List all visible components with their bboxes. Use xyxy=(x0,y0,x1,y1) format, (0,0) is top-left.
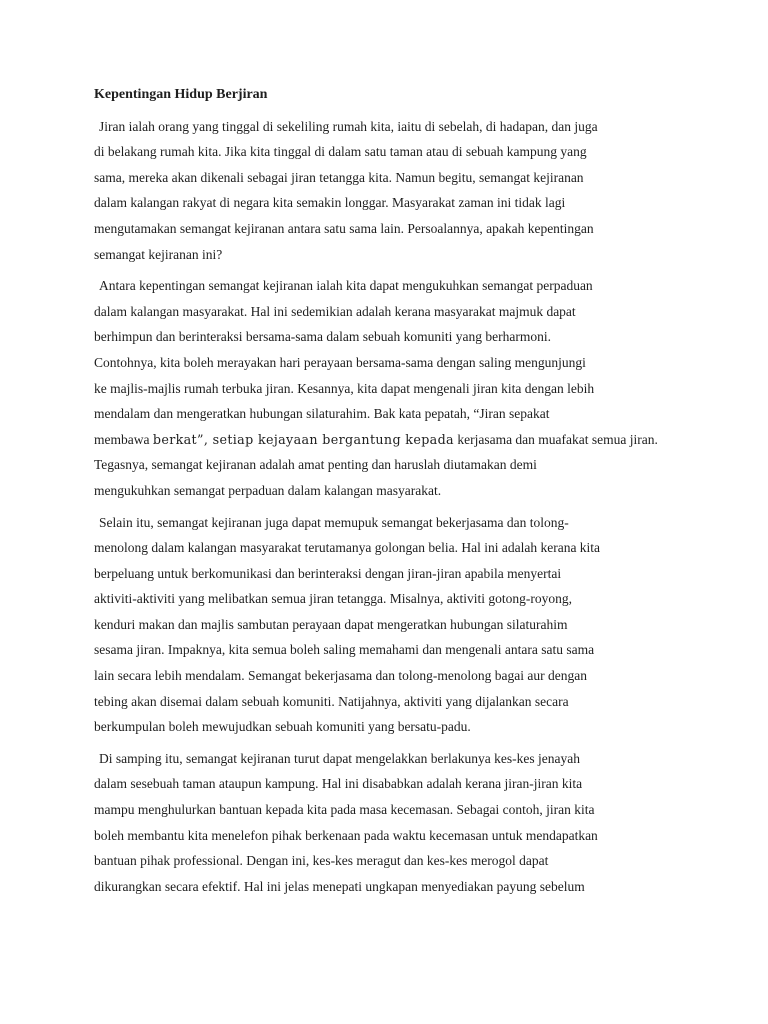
text-line: membawa berkat”, setiap kejayaan bergantung kepada kerjasama dan muafakat semua jiran. xyxy=(94,431,658,447)
paragraph xyxy=(94,746,678,900)
text-line: aktiviti-aktiviti yang melibatkan semua jiran tetangga. Misalnya, aktiviti gotong-royong, xyxy=(94,591,573,607)
paragraph xyxy=(94,510,678,740)
text-line: kenduri makan dan majlis sambutan perayaan dapat mengeratkan hubungan silaturahim xyxy=(94,616,568,632)
text-line: dalam kalangan masyarakat. Hal ini sedemikian adalah kerana masyarakat majmuk dapat xyxy=(94,303,576,319)
text-line: semangat kejiranan ini? xyxy=(94,246,223,262)
text-line: menolong dalam kalangan masyarakat terutamanya golongan belia. Hal ini adalah kerana kita xyxy=(94,540,601,556)
text-line: bantuan pihak professional. Dengan ini, kes-kes meragut dan kes-kes merogol dapat xyxy=(94,853,549,869)
text-line: Selain itu, semangat kejiranan juga dapat memupuk semangat bekerjasama dan tolong- xyxy=(99,514,569,530)
text-line: Jiran ialah orang yang tinggal di sekeliling rumah kita, iaitu di sebelah, di hadapan, dan juga xyxy=(99,118,598,134)
text-line: boleh membantu kita menelefon pihak berkenaan pada waktu kecemasan untuk mendapatkan xyxy=(94,827,598,843)
text-line: Contohnya, kita boleh merayakan hari perayaan bersama-sama dengan saling mengunjungi xyxy=(94,354,586,370)
text-line: sama, mereka akan dikenali sebagai jiran tetangga kita. Namun begitu, semangat kejiranan xyxy=(94,169,584,185)
text-line: lain secara lebih mendalam. Semangat bekerjasama dan tolong-menolong bagai aur dengan xyxy=(94,668,587,684)
paragraph xyxy=(94,273,678,503)
text-line: di belakang rumah kita. Jika kita tinggal di dalam satu taman atau di sebuah kampung yang xyxy=(94,144,587,160)
document-content xyxy=(94,82,678,905)
page-title: Kepentingan Hidup Berjiran xyxy=(94,87,268,102)
text-line: mampu menghulurkan bantuan kepada kita pada masa kecemasan. Sebagai contoh, jiran kita xyxy=(94,802,595,818)
paragraph xyxy=(94,114,678,268)
text-line: Tegasnya, semangat kejiranan adalah amat penting dan haruslah diutamakan demi xyxy=(94,457,537,473)
text-line: berkumpulan boleh mewujudkan sebuah komuniti yang bersatu-padu. xyxy=(94,719,471,735)
text-line: mengukuhkan semangat perpaduan dalam kalangan masyarakat. xyxy=(94,482,442,498)
text-line: dalam kalangan rakyat di negara kita semakin longgar. Masyarakat zaman ini tidak lagi xyxy=(94,195,566,211)
text-line: Di samping itu, semangat kejiranan turut dapat mengelakkan berlakunya kes-kes jenayah xyxy=(99,750,580,766)
text-line: dalam sesebuah taman ataupun kampung. Hal ini disababkan adalah kerana jiran-jiran kita xyxy=(94,776,583,792)
text-line: mendalam dan mengeratkan hubungan silaturahim. Bak kata pepatah, “Jiran sepakat xyxy=(94,406,550,422)
text-line: Antara kepentingan semangat kejiranan ialah kita dapat mengukuhkan semangat perpaduan xyxy=(99,278,593,294)
document-body xyxy=(94,114,678,900)
text-line: tebing akan disemai dalam sebuah komuniti. Natijahnya, aktiviti yang dijalankan secara xyxy=(94,693,569,709)
text-line: mengutamakan semangat kejiranan antara satu sama lain. Persoalannya, apakah kepentingan xyxy=(94,220,594,236)
text-line: sesama jiran. Impaknya, kita semua boleh saling memahami dan mengenali antara satu sama xyxy=(94,642,595,658)
text-line: berpeluang untuk berkomunikasi dan berinteraksi dengan jiran-jiran apabila menyertai xyxy=(94,565,562,581)
alt-font-segment: berkat”, setiap kejayaan bergantung kepada xyxy=(152,431,454,447)
text-line: berhimpun dan berinteraksi bersama-sama dalam sebuah komuniti yang berharmoni. xyxy=(94,329,551,345)
text-line: dikurangkan secara efektif. Hal ini jelas menepati ungkapan menyediakan payung sebelum xyxy=(94,878,585,894)
text-line: ke majlis-majlis rumah terbuka jiran. Kesannya, kita dapat mengenali jiran kita dengan lebih xyxy=(94,380,595,396)
